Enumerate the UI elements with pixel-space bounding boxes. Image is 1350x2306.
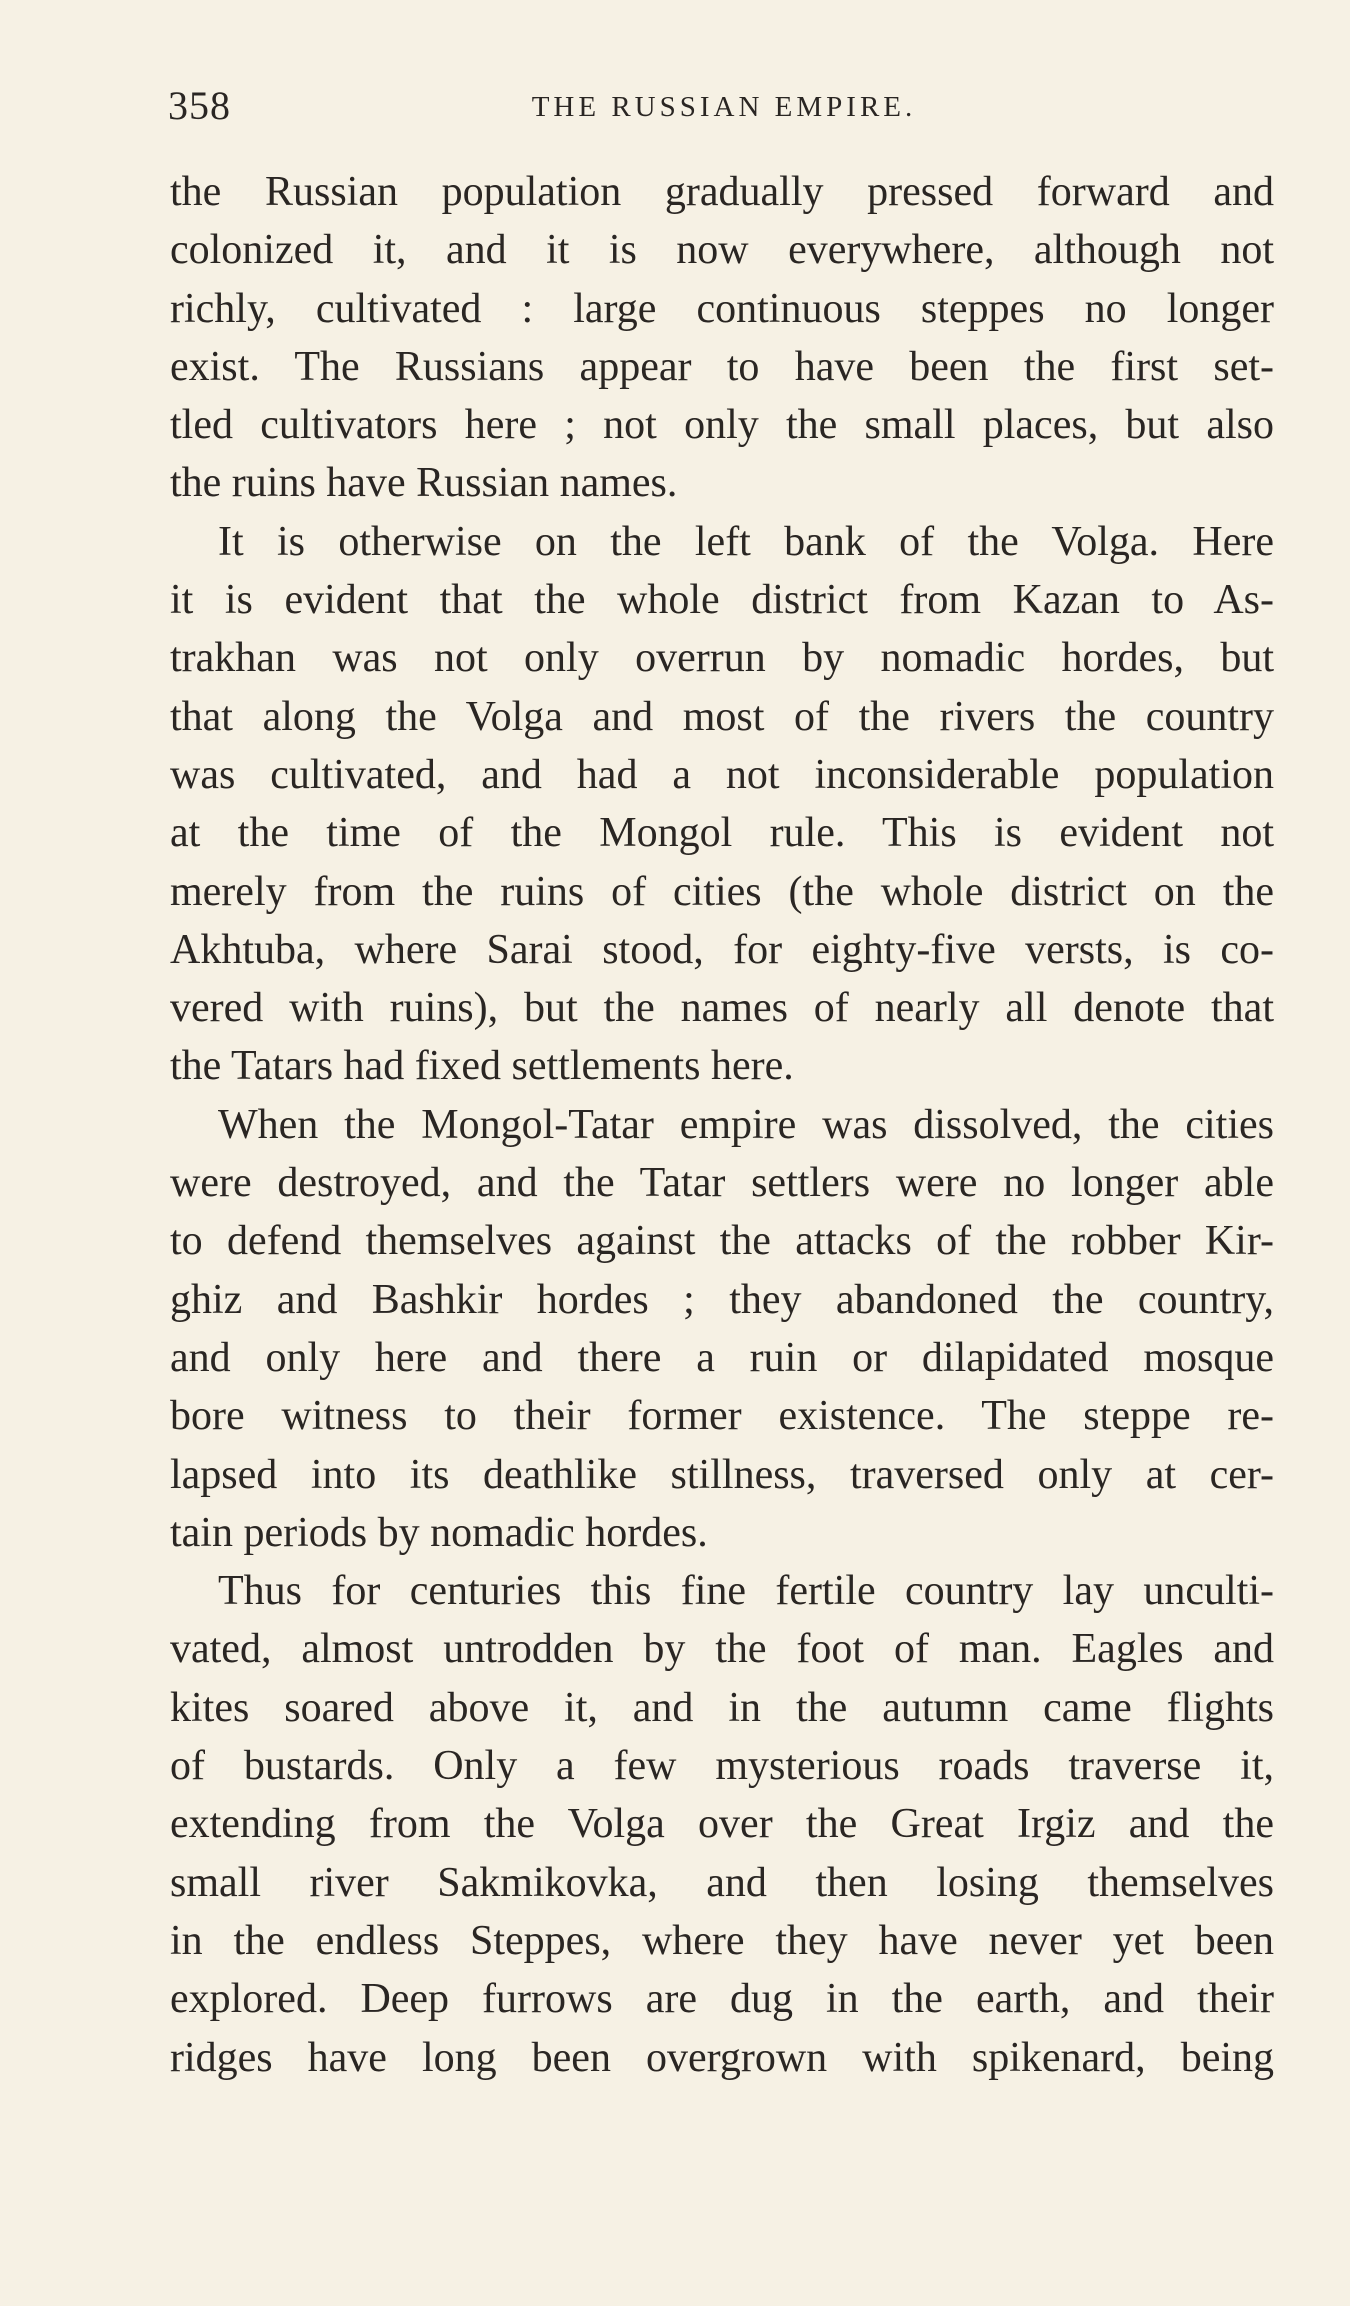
running-head: THE RUSSIAN EMPIRE. xyxy=(531,91,917,123)
text-line: trakhan was not only overrun by nomadic hordes, but xyxy=(170,635,1274,682)
text-line: When the Mongol-Tatar empire was dissolved, the cities xyxy=(218,1101,1274,1148)
text-line: the ruins have Russian names. xyxy=(170,460,678,507)
page-header xyxy=(168,78,1280,134)
text-line: ghiz and Bashkir hordes ; they abandoned the country, xyxy=(170,1276,1274,1323)
text-line: tled cultivators here ; not only the small places, but also xyxy=(170,402,1274,449)
text-line: Thus for centuries this fine fertile country lay unculti- xyxy=(218,1568,1274,1615)
text-line: were destroyed, and the Tatar settlers were no longer able xyxy=(170,1160,1274,1207)
text-line: ridges have long been overgrown with spikenard, being xyxy=(170,2034,1274,2081)
page-number: 358 xyxy=(168,83,231,128)
text-line: merely from the ruins of cities (the whole district on the xyxy=(170,868,1274,915)
text-line: It is otherwise on the left bank of the Volga. Here xyxy=(218,518,1274,565)
text-line: was cultivated, and had a not inconsiderable population xyxy=(170,751,1274,798)
text-line: vated, almost untrodden by the foot of man. Eagles and xyxy=(170,1626,1274,1673)
text-line: at the time of the Mongol rule. This is evident not xyxy=(170,810,1274,857)
text-line: Akhtuba, where Sarai stood, for eighty-five versts, is co- xyxy=(170,926,1274,973)
text-line: it is evident that the whole district from Kazan to As- xyxy=(170,577,1274,624)
text-line: kites soared above it, and in the autumn came flights xyxy=(170,1684,1274,1731)
text-line: and only here and there a ruin or dilapidated mosque xyxy=(170,1334,1274,1381)
text-line: bore witness to their former existence. The steppe re- xyxy=(170,1393,1274,1440)
text-line: small river Sakmikovka, and then losing themselves xyxy=(170,1859,1274,1906)
text-line: to defend themselves against the attacks of the robber Kir- xyxy=(170,1218,1274,1265)
text-line: of bustards. Only a few mysterious roads traverse it, xyxy=(170,1743,1274,1790)
text-line: vered with ruins), but the names of nearly all denote that xyxy=(170,985,1274,1032)
text-line: the Tatars had fixed settlements here. xyxy=(170,1043,794,1090)
text-line: in the endless Steppes, where they have never yet been xyxy=(170,1917,1274,1964)
text-line: extending from the Volga over the Great Irgiz and the xyxy=(170,1801,1274,1848)
text-line: explored. Deep furrows are dug in the earth, and their xyxy=(170,1976,1274,2023)
text-line: tain periods by nomadic hordes. xyxy=(170,1509,708,1556)
text-line: richly, cultivated : large continuous steppes no longer xyxy=(170,285,1274,332)
text-line: lapsed into its deathlike stillness, traversed only at cer- xyxy=(170,1451,1274,1498)
text-line: the Russian population gradually pressed forward and xyxy=(170,169,1274,215)
text-line: that along the Volga and most of the rivers the country xyxy=(170,693,1274,740)
text-line: colonized it, and it is now everywhere, although not xyxy=(170,227,1274,274)
body-text xyxy=(170,163,1274,2087)
text-line: exist. The Russians appear to have been the first set- xyxy=(170,343,1274,390)
